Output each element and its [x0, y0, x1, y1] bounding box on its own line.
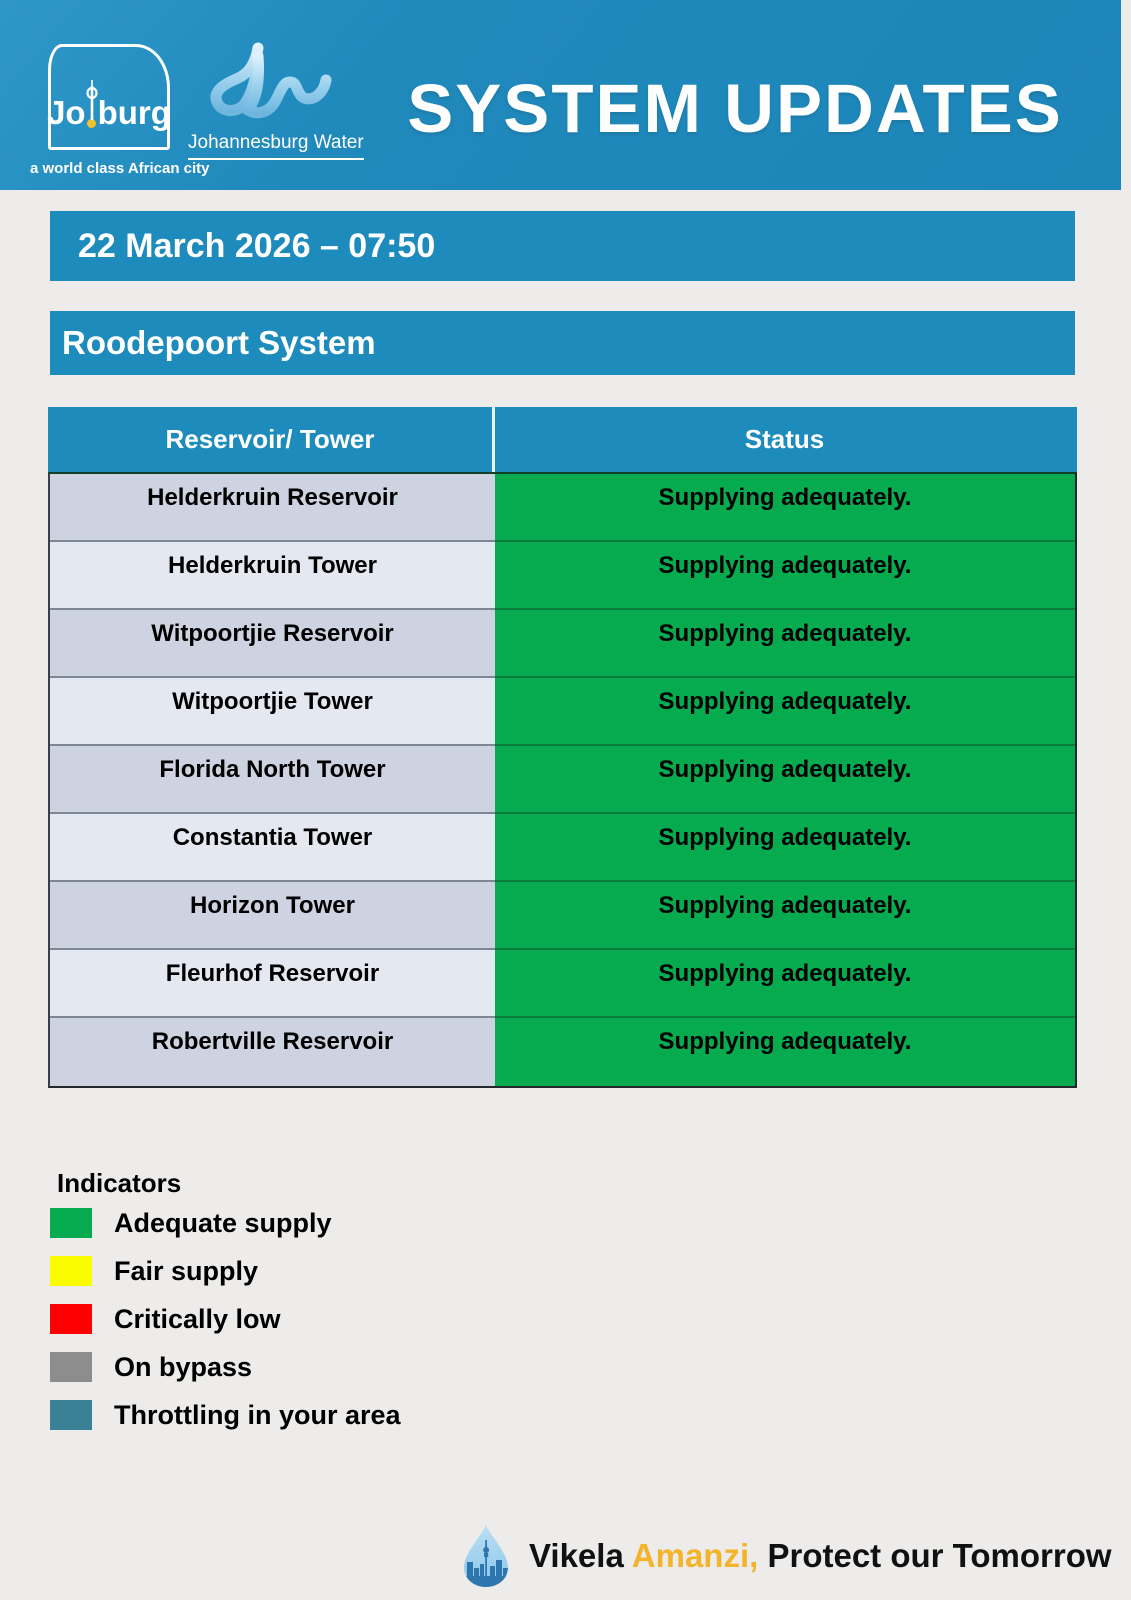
status-cell: Supplying adequately. [495, 678, 1075, 746]
reservoir-name-cell: Witpoortjie Reservoir [50, 610, 495, 678]
legend-item [50, 1256, 401, 1286]
status-cell: Supplying adequately. [495, 610, 1075, 678]
johannesburg-water-logo [188, 42, 363, 172]
table-row [50, 542, 1075, 610]
table-row [50, 882, 1075, 950]
legend-item [50, 1208, 401, 1238]
reservoir-name-cell: Helderkruin Reservoir [50, 474, 495, 542]
legend-color-swatch [50, 1352, 92, 1382]
johannesburg-water-label: Johannesburg Water [188, 132, 364, 160]
footer [463, 1524, 1112, 1588]
joburg-tagline: a world class African city [30, 160, 210, 177]
legend-item [50, 1352, 401, 1382]
status-cell: Supplying adequately. [495, 746, 1075, 814]
legend-item [50, 1400, 401, 1430]
status-cell: Supplying adequately. [495, 814, 1075, 882]
table-header-row [48, 407, 1077, 472]
table-body [48, 472, 1077, 1088]
footer-slogan [529, 1537, 1112, 1575]
indicators-heading: Indicators [57, 1168, 182, 1198]
status-cell: Supplying adequately. [495, 1018, 1075, 1086]
page-title: SYSTEM UPDATES [407, 69, 1063, 147]
legend-color-swatch [50, 1208, 92, 1238]
reservoir-name-cell: Witpoortjie Tower [50, 678, 495, 746]
reservoir-name-cell: Helderkruin Tower [50, 542, 495, 610]
water-drop-city-icon [463, 1524, 509, 1588]
table-row [50, 950, 1075, 1018]
status-cell: Supplying adequately. [495, 474, 1075, 542]
footer-slogan-highlight: Amanzi, [631, 1537, 759, 1574]
joburg-logo-text [47, 96, 171, 147]
reservoir-name-cell: Robertville Reservoir [50, 1018, 495, 1086]
status-table [48, 407, 1077, 1088]
reservoir-name-cell: Florida North Tower [50, 746, 495, 814]
joburg-logo [48, 44, 170, 150]
reservoir-name-cell: Constantia Tower [50, 814, 495, 882]
joburg-logo-text-jo: Jo [47, 94, 86, 131]
joburg-logo-text-burg: burg [97, 94, 171, 131]
water-wave-icon [196, 42, 356, 134]
legend-color-swatch [50, 1400, 92, 1430]
table-row [50, 474, 1075, 542]
reservoir-name-cell: Horizon Tower [50, 882, 495, 950]
table-row [50, 678, 1075, 746]
status-cell: Supplying adequately. [495, 950, 1075, 1018]
column-header-status: Status [744, 424, 825, 454]
legend-label: On bypass [114, 1351, 253, 1382]
reservoir-name-cell: Fleurhof Reservoir [50, 950, 495, 1018]
hillbrow-tower-icon [86, 116, 98, 124]
legend-label: Critically low [114, 1303, 281, 1334]
footer-slogan-part2: Protect our Tomorrow [758, 1537, 1112, 1574]
table-row [50, 610, 1075, 678]
legend-label: Throttling in your area [114, 1399, 401, 1430]
indicators-legend [50, 1208, 401, 1448]
table-row [50, 746, 1075, 814]
footer-slogan-part1: Vikela [529, 1537, 632, 1574]
status-cell: Supplying adequately. [495, 542, 1075, 610]
legend-label: Fair supply [114, 1255, 259, 1286]
date-banner: 22 March 2026 – 07:50 [50, 211, 1075, 281]
header-banner [0, 0, 1121, 190]
table-row [50, 814, 1075, 882]
system-name-banner: Roodepoort System [50, 311, 1075, 375]
legend-color-swatch [50, 1304, 92, 1334]
column-header-reservoir: Reservoir/ Tower [48, 407, 495, 472]
status-cell: Supplying adequately. [495, 882, 1075, 950]
table-row [50, 1018, 1075, 1086]
legend-color-swatch [50, 1256, 92, 1286]
legend-label: Adequate supply [114, 1207, 332, 1238]
legend-item [50, 1304, 401, 1334]
